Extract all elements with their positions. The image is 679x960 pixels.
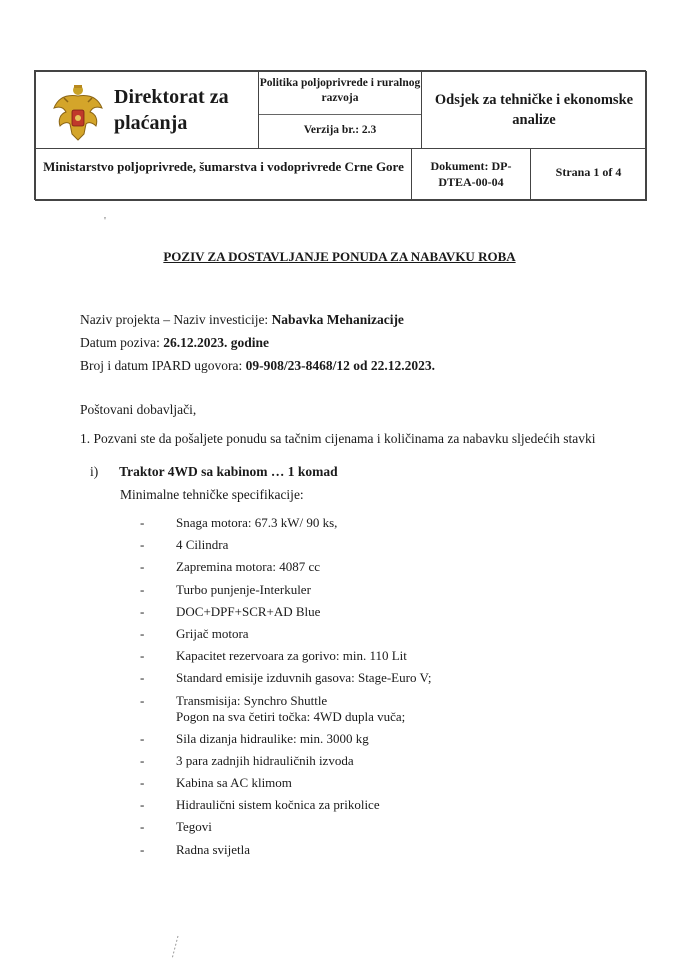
document-cell [411, 148, 531, 201]
contract-line [80, 358, 435, 374]
greeting: Poštovani dobavljači, [80, 402, 197, 417]
page-cell [530, 148, 647, 201]
date-value: 26.12.2023. godine [163, 335, 269, 350]
project-label: Naziv projekta – Naziv investicije: [80, 312, 269, 327]
document-id: Dokument: DP-DTEA-00-04 [430, 159, 512, 189]
scan-mark: ' [104, 215, 106, 227]
project-line [80, 312, 404, 328]
item-heading [90, 464, 338, 480]
document-title: POZIV ZA DOSTAVLJANJE PONUDA ZA NABAVKU ROBA [163, 249, 516, 264]
date-label: Datum poziva: [80, 335, 160, 350]
policy-divider [259, 114, 421, 115]
ministry-text: Ministarstvo poljoprivrede, šumarstva i vodoprivrede Crne Gore [43, 159, 404, 174]
page-number: Strana 1 of 4 [555, 165, 622, 179]
pen-mark-icon [168, 935, 182, 960]
policy-text: Politika poljoprivrede i ruralnog razvoja [259, 77, 421, 104]
contract-label: Broj i datum IPARD ugovora: [80, 358, 243, 373]
org-cell [35, 71, 259, 149]
coat-of-arms-icon [50, 82, 106, 142]
org-name: Direktorat za plaćanja [114, 86, 229, 134]
spec-title: Minimalne tehničke specifikacije: [120, 487, 304, 502]
point-1: 1. Pozvani ste da pošaljete ponudu sa tačnim cijenama i količinama za nabavku sljedećih stavki [80, 431, 596, 446]
ministry-cell [35, 148, 412, 201]
item-number: i) [90, 464, 99, 479]
policy-cell [258, 71, 422, 149]
date-line [80, 335, 269, 351]
header-table [34, 70, 646, 200]
document-page: Direktorat za plaćanja Politika poljoprivrede i ruralnog razvoja Verzija br.: 2.3 Odsjek za tehničke i ekonomske analize Ministarstvo poljoprivrede, šumarstva i vodoprivrede Crne Gore Dokument: DP-DTEA-00-04 Strana 1 of 4 ' POZIV ZA DOSTAVLJANJE PONUDA ZA NABAVKU ROBA Naziv projekta – Naziv investicije: Nabavka Mehanizacije Datum poziva: 26.12.2023. godine Broj i datum IPARD ugovora: 09-908/23-8468/12 od 22.12.2023. Poštovani dobavljači, 1. Pozvani ste da pošaljete ponudu sa tačnim cijenama i količinama za nabavku sljedećih stavki i) Traktor 4WD sa kabinom … 1 komad Minimalne tehničke specifikacije: - Snaga motora: 67.3 kW/ 90 ks, - 4 Cilindra - Zapremina motora: 4087 cc - Turbo punjenje-Interkuler - DOC+DPF+SCR+AD Blue - Grijač motora - Kapacitet rezervoara za gorivo: min. 110 Lit - Standard emisije izduvnih gasova: Stage-Euro V; - Transmisija: Synchro Shuttle Pogon na sva četiri točka: 4WD dupla vuča; - Sila dizanja hidraulike: min. 3000 kg - 3 para zadnjih hidrauličnih izvoda - Kabina sa AC klimom - Hidraulični sistem kočnica za prikolice - Tegovi - Radna svijetla [0, 0, 679, 960]
contract-value: 09-908/23-8468/12 od 22.12.2023. [245, 358, 436, 373]
department-cell [421, 71, 647, 149]
item-name: Traktor 4WD sa kabinom … 1 komad [119, 464, 338, 479]
version-text: Verzija br.: 2.3 [303, 124, 377, 136]
project-value: Nabavka Mehanizacije [271, 312, 404, 327]
department-text: Odsjek za tehničke i ekonomske analize [434, 92, 634, 128]
